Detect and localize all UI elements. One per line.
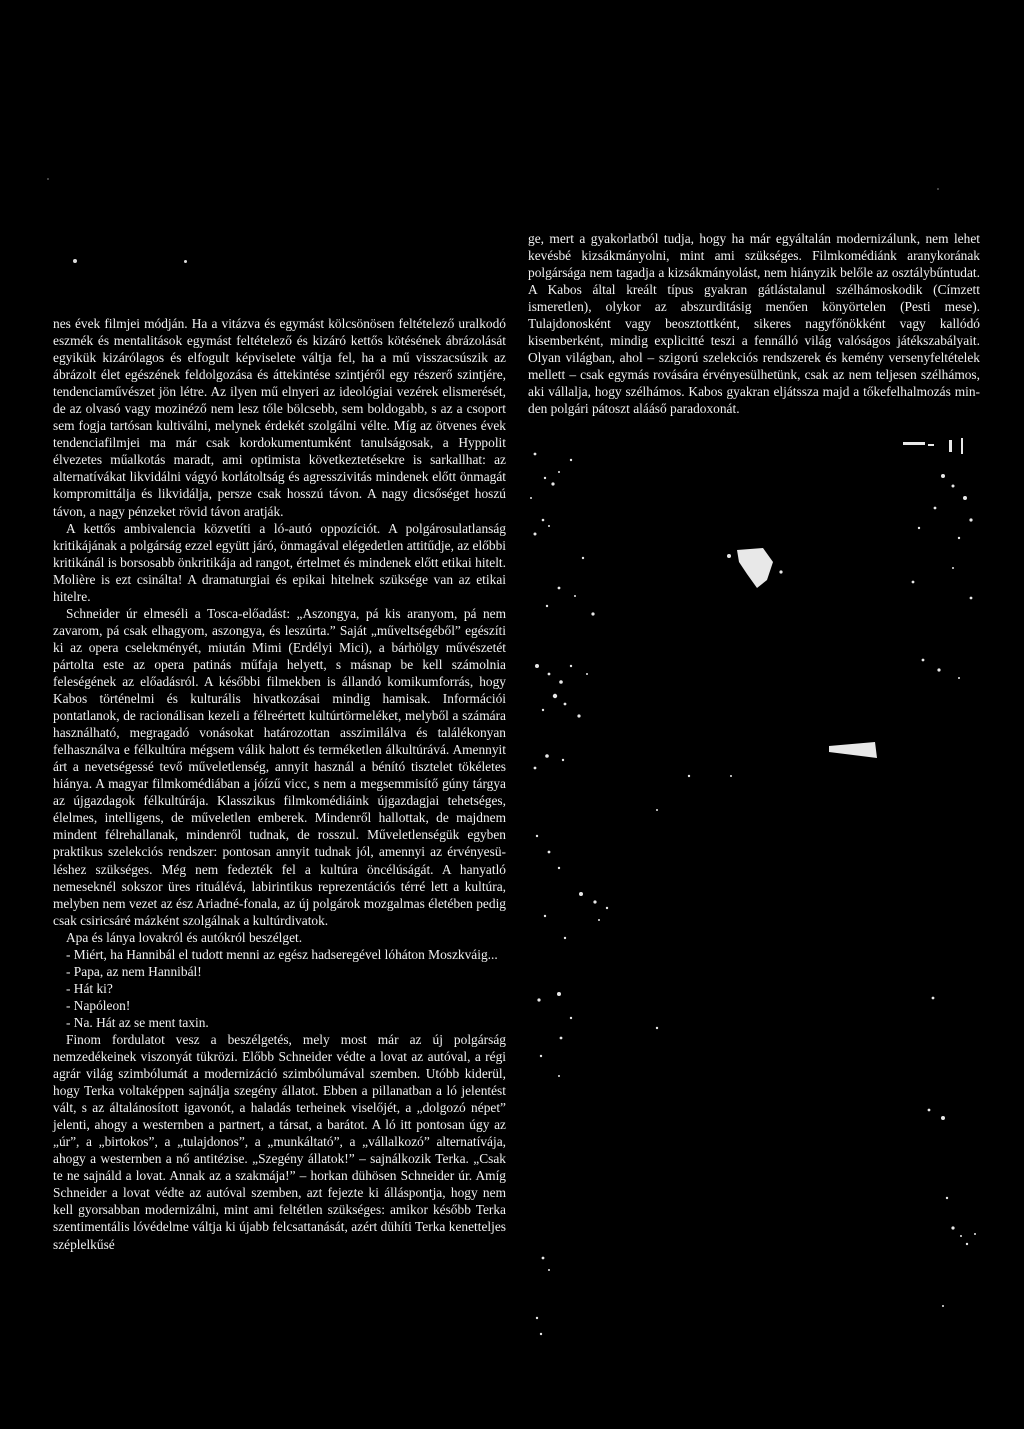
paragraph: Apa és lánya lovakról és autókról beszélget. <box>66 929 303 945</box>
dialogue-line: - Miért, ha Hannibál el tudott menni az egész hadseregével lóháton Moszkváig... <box>66 946 498 962</box>
left-text-column <box>53 315 506 1253</box>
scan-speck <box>73 259 77 263</box>
paragraph: A kettős ambivalencia közvetíti a ló-autó oppozíciót. A polgárosulatlanság kritikájának a polgárság ezzel együtt járó, önmagával elégedetlen attitűdje, az előbbi kritikánál is borsosabb önkritikája ad rangot, értelmet és mindenek előtt etikai hitelt. Molière is ezt csinálta! A dramaturgiai és epikai hitelnek szüksége van az etikai hitelre. <box>53 520 506 604</box>
right-text-column <box>528 230 980 418</box>
paragraph: Schneider úr elmeséli a Tosca-előadást: „Aszongya, pá kis aranyom, pá nem zavarom, pá csak elhagyom, aszongya, és leszúrta.” Saját „műveltségéből” egészíti ki az opera cselekményét, miután Mimi (Erdélyi Mici), a bárhölgy művészetét pártolta este az opera patinás műfaja helyett, s másnap be kell számolnia feleségének az előadásról. A későbbi filmekben is állandó komikumforrás, hogy Kabos történelmi és kulturális hivatkozásai mindig hamisak. Információi pontatlanok, de racionálisan kezeli a félreértett kultúrtörmeléket, melyből a számára használható, megragadó vonásokat határozottan asszimilálva és találékonyan felhasználva e félkultúra mégsem válik halott és terméketlen álkultúrává. Amennyit árt a nevetségessé tevő műveletlenség, annyit használ a bénító tisztelet tökéletes hiánya. A magyar filmkomédiában a jóízű vicc, s nem a megsemmisítő gúny tárgya az újgazdagok félkultúrája. Klasszikus filmkomédiáink újgazdagjai tehetséges, élelmes, intelligens, de műveletlen emberek. Mindenről hallottak, de majdnem mindent félrehallanak, mindenről tudnak, de rosszul. Műveletlenségük egyben praktikus szelekciós rendszer: pontosan annyit tudnak jól, amennyi az érvényesüléshez szükséges. Még nem fedezték fel a kultúra öncélúságát. A hanyatló nemeseknél sokszor üres rituálévá, labirintikus reprezentációs térré lett a kultúra, melyben nem vezet az ész Ariadné-fonala, az új polgárok mozgalmas életében pedig csak csiricsáré mázként szolgálnak a kultúrdivatok. <box>53 605 506 928</box>
film-still-photo <box>523 438 983 1378</box>
dialogue-line: - Napóleon! <box>66 997 131 1013</box>
paragraph: Finom fordulatot vesz a beszélgetés, mely most már az új polgárság nemzedékeinek viszonyát tükrözi. Előbb Schneider védte a lovat az autóval, a régi agrár világ szimbólumát a modernizáció szimbólumával szemben. Utóbb kiderül, hogy Terka voltaképpen sajnálja szegény állatot. Ebben a pillanatban a ló jelentést vált, s az általánosított igavonót, a haladás terheinek viselőjét, a „dolgozó népet” jelenti, ahogy a westernben a partnert, a társat, a barátot. A ló itt pontosan úgy az „úr”, a „birtokos”, a „tulajdonos”, a „munkáltató”, a „vállalkozó” alternatívája, ahogy a westernben a nő antitézise. „Szegény állatok!” – sajnálkozik Terka. „Csak te ne sajnáld a lovat. Annak az a szakmája!” – horkan dühösen Schneider úr. Amíg Schneider a lovat védte az autóval szemben, azt fejezte ki álláspontja, hogy nem kell gyorsabban modernizálni, mint ami feltétlen szükséges: amikor később Terka szentimentális lóvédelme váltja ki újabb felcsattanását, azért dühíti Terka kenetteljes széplelkűsé <box>53 1031 506 1252</box>
paragraph: nes évek filmjei módján. Ha a vitázva és egymást kölcsönösen feltételező uralkodó eszmék és mentalitások egymást feltételező és kizáró kettős kötésének ábrázolását egyikük kizárólagos és elfogult képviselete váltja fel, ha a mű visszacsúszik az ábrázolt élet egészének feldolgozása és áttekintése szintjéről egy részerő szintjére, tendenciaművészet jön létre. Az ilyen mű elnyeri az ideológiai vezérek elismerését, de az olvasó vagy mozinéző nem lesz tőle bölcsebb, sem boldogabb, s az a csoport sem fogja tartósan kultiválni, melynek érdekét szolgálni vélte. Míg az ötvenes évek tendenciafilmjei ma már csak kordokumentumként tanulságosak, a Hyppolit élvezetes műalkotás maradt, ami optimista következtetésekre is sarkallhat: az alternatívákat likvidálni vágyó korlátoltság és agresszivitás mindenek előtt önmagát kompromittálja és likvidálja, persze csak hosszú távon. A nagy dicsőséget hoszú távon, a nagy pénzeket rövid távon aratják. <box>53 316 506 519</box>
scan-speck <box>937 188 939 190</box>
paragraph: ge, mert a gyakorlatból tudja, hogy ha már egyáltalán modernizálunk, nem lehet kevésbé kizsákmányolni, mint ami szükséges. Filmkomédiánk aranykorának polgársága nem tagadja a kizsákmányolást, nem hiányzik belőle az osztálybűntudat. A Kabos által kreált típus gyakran gátlástalanul szélhámoskodik (Címzett ismeretlen), olykor az abszurditásig menően könyörtelen (Pesti mese). Tulajdonosként vagy beosztottként, sikeres nagyfőnökként vagy kallódó kisemberként, mindig explicitté teszi a fennálló világ valóságos játékszabályait. Olyan világban, ahol – szigorú szelekciós rendszerek és kemény versenyfeltételek mellett – csak egymás rovására érvényesülhetünk, csak az nem teljesen szélhámos, aki vállalja, hogy szélhámos. Kabos gyakran eljátssza majd a tőkefelhalmozás minden polgári pátoszt alááső paradoxonát. <box>528 231 980 417</box>
dialogue-line: - Papa, az nem Hannibál! <box>66 963 202 979</box>
scan-speck <box>184 260 187 263</box>
scan-speck <box>47 178 49 180</box>
dialogue-line: - Hát ki? <box>66 980 113 996</box>
dialogue-line: - Na. Hát az se ment taxin. <box>66 1014 209 1030</box>
